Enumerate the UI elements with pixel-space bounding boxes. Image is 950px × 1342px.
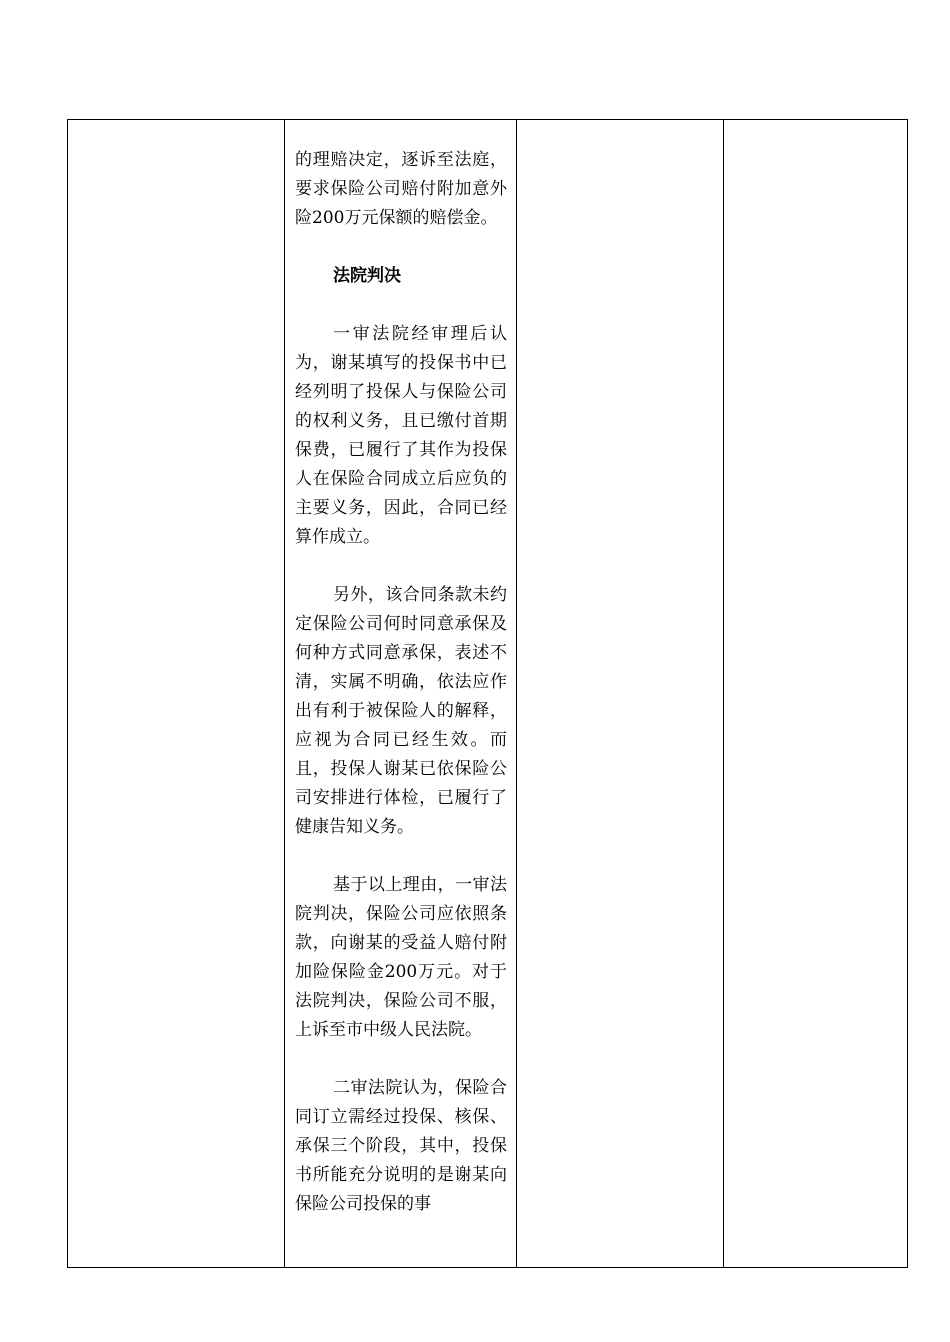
table-column-2 bbox=[285, 120, 517, 1267]
paragraph-second-instance: 二审法院认为，保险合同订立需经过投保、核保、承保三个阶段，其中，投保书所能充分说明的是谢某向保险公司投保的事 bbox=[295, 1078, 507, 1214]
table-column-4 bbox=[724, 120, 907, 1267]
case-text bbox=[285, 120, 517, 1219]
paragraph-judgment: 基于以上理由，一审法院判决，保险公司应依照条款，向谢某的受益人赔付附加险保险金200万元。对于法院判决，保险公司不服，上诉至市中级人民法院。 bbox=[295, 875, 507, 1040]
paragraph-first-instance: 一审法院经审理后认为，谢某填写的投保书中已经列明了投保人与保险公司的权利义务，且已缴付首期保费，已履行了其作为投保人在保险合同成立后应负的主要义务，因此，合同已经算作成立。 bbox=[295, 324, 507, 547]
section-heading-court-judgment: 法院判决 bbox=[333, 266, 401, 286]
table-column-1 bbox=[68, 120, 285, 1267]
paragraph-contract-terms: 另外，该合同条款未约定保险公司何时同意承保及何种方式同意承保，表述不清，实属不明确，依法应作出有利于被保险人的解释，应视为合同已经生效。而且，投保人谢某已依保险公司安排进行体检，已履行了健康告知义务。 bbox=[295, 585, 507, 837]
document-table bbox=[67, 119, 908, 1268]
table-column-3 bbox=[517, 120, 724, 1267]
paragraph-claim: 的理赔决定，逐诉至法庭，要求保险公司赔付附加意外险200万元保额的赔偿金。 bbox=[295, 150, 507, 228]
